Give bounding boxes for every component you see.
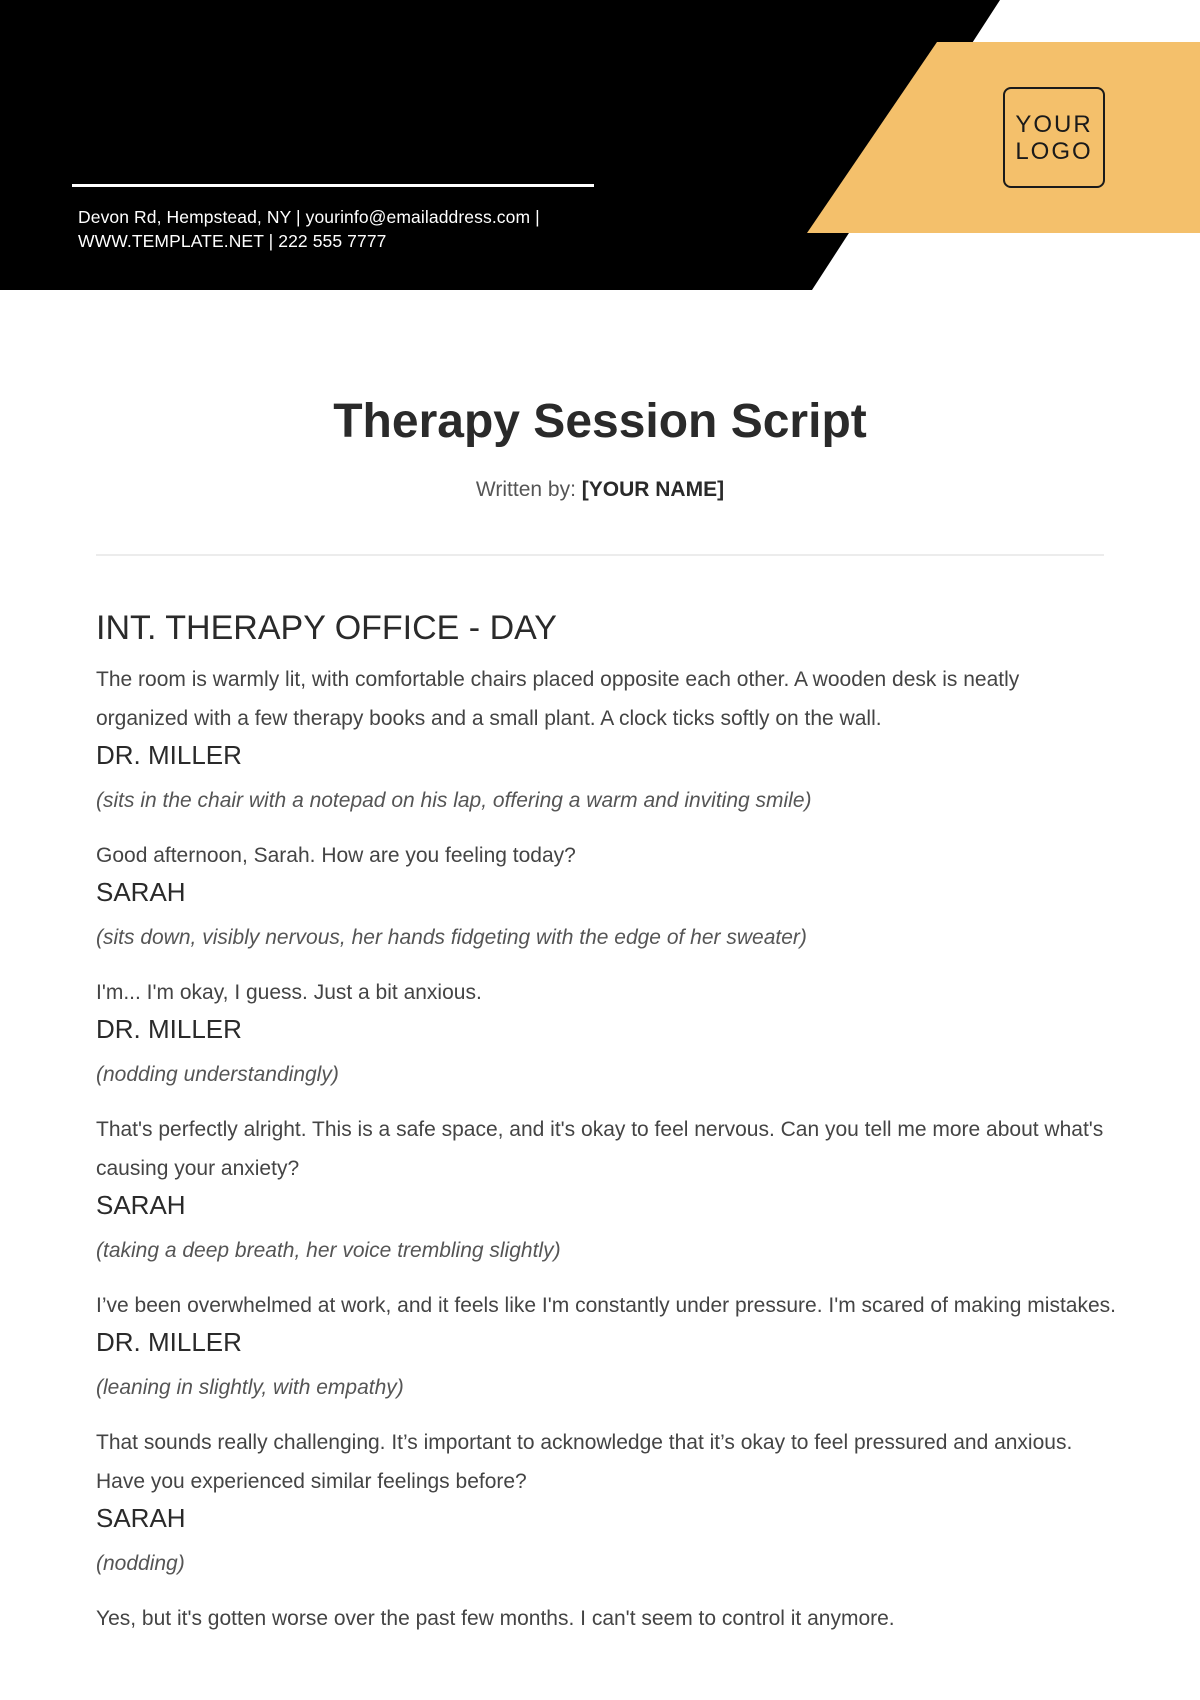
- document-title: Therapy Session Script: [333, 395, 867, 448]
- dialogue: That's perfectly alright. This is a safe space, and it's okay to feel nervous. Can you tell me more about what's causing your anxiety?: [96, 1118, 1104, 1180]
- parenthetical: (sits down, visibly nervous, her hands fidgeting with the edge of her sweater): [96, 926, 807, 949]
- speaker-name: SARAH: [96, 1190, 186, 1220]
- header-rule: [72, 184, 594, 187]
- exchange: [96, 1501, 1116, 1638]
- logo-text-line-1: YOUR: [1015, 110, 1093, 138]
- dialogue: Good afternoon, Sarah. How are you feeling today?: [96, 844, 576, 867]
- parenthetical: (leaning in slightly, with empathy): [96, 1376, 404, 1399]
- byline-label: Written by:: [475, 478, 576, 501]
- contact-info: [78, 205, 638, 253]
- letterhead-banner: [0, 0, 1200, 300]
- contact-line-address-email: Devon Rd, Hempstead, NY | yourinfo@emailaddress.com |: [78, 207, 540, 227]
- scene-action: The room is warmly lit, with comfortable chairs placed opposite each other. A wooden desk is neatly organized with a few therapy books and a small plant. A clock ticks softly on the wall.: [96, 668, 1020, 730]
- speaker-name: DR. MILLER: [96, 740, 242, 770]
- exchange: [96, 875, 1116, 1012]
- parenthetical: (nodding): [96, 1552, 185, 1575]
- exchange: [96, 1325, 1116, 1501]
- exchange: [96, 1012, 1116, 1188]
- exchange: [96, 1188, 1116, 1325]
- dialogue: I'm... I'm okay, I guess. Just a bit anxious.: [96, 981, 482, 1004]
- parenthetical: (taking a deep breath, her voice trembling slightly): [96, 1239, 561, 1262]
- script-body: [96, 606, 1116, 1638]
- section-divider: [96, 554, 1104, 556]
- speaker-name: DR. MILLER: [96, 1327, 242, 1357]
- parenthetical: (nodding understandingly): [96, 1063, 339, 1086]
- exchange: [96, 738, 1116, 875]
- speaker-name: SARAH: [96, 1503, 186, 1533]
- logo-placeholder: [1003, 87, 1105, 188]
- dialogue: Yes, but it's gotten worse over the past few months. I can't seem to control it anymore.: [96, 1607, 895, 1630]
- contact-line-web-phone: WWW.TEMPLATE.NET | 222 555 7777: [78, 231, 387, 251]
- dialogue: That sounds really challenging. It’s important to acknowledge that it’s okay to feel pressured and anxious. Have you experienced similar feelings before?: [96, 1431, 1073, 1493]
- speaker-name: DR. MILLER: [96, 1014, 242, 1044]
- logo-text-line-2: LOGO: [1015, 137, 1093, 165]
- scene-heading: INT. THERAPY OFFICE - DAY: [96, 609, 557, 647]
- author-name: [YOUR NAME]: [581, 478, 725, 501]
- byline: [0, 476, 1200, 504]
- dialogue: I’ve been overwhelmed at work, and it feels like I'm constantly under pressure. I'm scared of making mistakes.: [96, 1294, 1116, 1317]
- speaker-name: SARAH: [96, 877, 186, 907]
- parenthetical: (sits in the chair with a notepad on his lap, offering a warm and inviting smile): [96, 789, 812, 812]
